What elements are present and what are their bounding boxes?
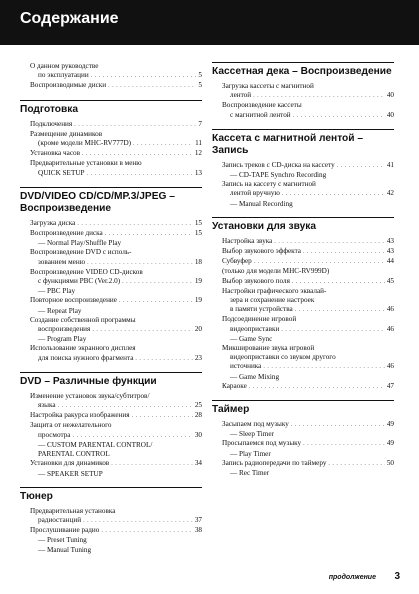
leader-dots [105, 230, 193, 239]
leader-dots [303, 248, 385, 257]
toc-entry-text: О данном руководстве [30, 62, 99, 70]
toc-entry-line [230, 362, 394, 372]
toc-entry-line [230, 91, 394, 101]
leader-dots [82, 150, 193, 159]
toc-entry-line [30, 459, 202, 469]
page-ref: 5 [198, 81, 202, 90]
toc-entry-text: для поиска нужного фрагмента [38, 353, 134, 362]
toc-entry-line [38, 277, 202, 287]
toc-entry-line [38, 431, 202, 441]
toc-entry-line [30, 526, 202, 536]
toc-entry[interactable] [30, 130, 202, 149]
leader-dots [101, 527, 192, 536]
section-title: Таймер [212, 400, 394, 416]
leader-dots [292, 278, 385, 287]
toc-entry-text: Установка часов [30, 149, 81, 158]
toc-entry[interactable] [222, 344, 394, 382]
toc-entry-text: зера и сохранение настроек [230, 296, 315, 305]
toc-entry[interactable] [30, 526, 202, 555]
left-sections [20, 100, 202, 555]
toc-entry[interactable] [222, 247, 394, 257]
toc-entry[interactable] [222, 101, 394, 120]
toc-entry-line [38, 71, 202, 81]
toc-entry-line [222, 277, 394, 287]
toc-entry-note: — Preset Tuning [38, 536, 87, 545]
toc-entry-text: Загрузка кассеты с магнитной [222, 82, 314, 90]
toc-entry[interactable] [30, 159, 202, 178]
page-ref: 19 [194, 277, 202, 286]
leader-dots [133, 140, 193, 149]
toc-entry-text: просмотра [38, 430, 71, 439]
toc-entry-line [30, 229, 202, 239]
toc-entry[interactable] [222, 277, 394, 287]
leader-dots [119, 297, 193, 306]
toc-entry[interactable] [30, 392, 202, 411]
toc-entry[interactable] [222, 315, 394, 344]
toc-entry[interactable] [222, 161, 394, 180]
toc-entry-text: Повторное воспроизведение [30, 296, 117, 305]
toc-entry-text: лентой вручную [230, 189, 280, 198]
toc-entry-text: Защита от нежелательного [30, 421, 112, 430]
toc-entry-note: — Rec Timer [230, 469, 270, 478]
toc-entry-text: зованием меню [38, 257, 86, 266]
toc-entry[interactable] [222, 382, 394, 392]
toc-entry-line [38, 516, 202, 526]
page-ref: 46 [386, 324, 394, 333]
toc-section [20, 372, 202, 479]
toc-entry-line [230, 305, 394, 315]
toc-entry-text: Запись на кассету с магнитной [222, 180, 316, 189]
page-ref: 43 [386, 247, 394, 256]
page-ref: 30 [194, 430, 202, 439]
toc-entry-line [230, 325, 394, 335]
page-footer [300, 566, 400, 584]
leader-dots [303, 440, 385, 449]
leader-dots [281, 326, 385, 335]
section-title: DVD/VIDEO CD/CD/MP.3/JPEG – Воспроизведение [20, 187, 202, 215]
toc-entry-line [30, 149, 202, 159]
toc-entry-line [222, 459, 394, 469]
toc-entry-line [30, 120, 202, 130]
leader-dots [263, 363, 384, 372]
toc-entry-text: Настройка звука [222, 236, 273, 245]
toc-entry[interactable] [30, 411, 202, 421]
page-ref: 23 [194, 353, 202, 362]
toc-entry-text: радиостанций [38, 515, 82, 524]
page-ref: 28 [194, 411, 202, 420]
page-ref: 25 [194, 401, 202, 410]
leader-dots [328, 460, 384, 469]
toc-section [212, 400, 394, 478]
toc-entry-text: Микширование звука игровой [222, 344, 315, 353]
page-ref: 38 [194, 526, 202, 535]
toc-entry[interactable] [222, 257, 394, 267]
header-rule [0, 45, 419, 48]
leader-dots [274, 238, 384, 247]
leader-dots [291, 421, 385, 430]
toc-entry-line [222, 161, 394, 171]
toc-entry-line [230, 111, 394, 121]
toc-entry-text: Запись треков с CD-диска на кассету [222, 160, 335, 169]
toc-entry-text: Воспроизведение диска [30, 229, 103, 238]
toc-entry-text: Выбор звукового поля [222, 276, 290, 285]
page-ref: 37 [194, 515, 202, 524]
toc-entry-note: — Manual Tuning [38, 545, 92, 554]
page-ref: 49 [386, 420, 394, 429]
toc-entry-line [230, 189, 394, 199]
toc-entry-text: Воспроизводимые диски [30, 81, 107, 90]
toc-entry[interactable] [222, 459, 394, 478]
toc-section [212, 217, 394, 392]
toc-entry-note: — Program Play [38, 335, 87, 344]
toc-entry-text: воспроизведения [38, 325, 91, 334]
toc-entry-line [38, 169, 202, 179]
leader-dots [92, 326, 192, 335]
toc-entry-note: — Repeat Play [38, 306, 82, 315]
toc-section [20, 487, 202, 555]
toc-entry-text: QUICK SETUP [38, 168, 85, 177]
toc-entry-text: Воспроизведение кассеты [222, 101, 302, 110]
toc-entry-text: Создание собственной программы [30, 315, 136, 324]
section-title: Кассета с магнитной лентой – Запись [212, 129, 394, 157]
toc-entry[interactable] [222, 439, 394, 458]
toc-entry-note: PARENTAL CONTROL [38, 450, 110, 459]
toc-entry-text: Засыпаем под музыку [222, 420, 289, 429]
toc-entry-note: — Manual Recording [230, 199, 293, 208]
toc-entry-line [38, 139, 202, 149]
toc-entry-text: Выбор звукового эффекта [222, 247, 301, 256]
toc-entry-text: языка [38, 401, 56, 410]
leader-dots [72, 432, 192, 441]
toc-entry-text: лентой [230, 91, 252, 100]
page-ref: 40 [386, 91, 394, 100]
toc-entry-line [38, 325, 202, 335]
toc-entry-text: Установки для динамиков [30, 459, 110, 468]
toc-entry-text: (только для модели MHC-RV999D) [222, 267, 330, 276]
leader-dots [87, 170, 193, 179]
leader-dots [135, 355, 192, 364]
toc-section [20, 187, 202, 364]
toc-entry[interactable] [222, 237, 394, 247]
page-ref: 20 [194, 325, 202, 334]
leader-dots [295, 306, 385, 315]
toc-entry-line [222, 237, 394, 247]
toc-entry-text: Подключения [30, 119, 73, 128]
page-ref: 47 [386, 381, 394, 390]
toc-entry-note: — CUSTOM PARENTAL CONTROL/ [38, 440, 153, 449]
toc-entry[interactable] [30, 459, 202, 478]
leader-dots [111, 460, 193, 469]
toc-entry-text: с функциями PBC (Ver.2.0) [38, 277, 121, 286]
leader-dots [83, 517, 193, 526]
leader-dots [132, 412, 193, 421]
toc-entry-text: Предварительная установка [30, 506, 116, 515]
toc-entry[interactable] [30, 62, 202, 81]
page-ref: 15 [194, 229, 202, 238]
leader-dots [58, 402, 193, 411]
toc-entry-note: — Game Mixing [230, 372, 280, 381]
toc-entry-line [222, 267, 394, 276]
page-ref: 50 [386, 458, 394, 467]
section-title: Подготовка [20, 100, 202, 116]
page-ref: 45 [386, 276, 394, 285]
toc-entry[interactable] [30, 120, 202, 130]
leader-dots [253, 92, 385, 101]
toc-entry-line [222, 257, 394, 267]
page-ref: 7 [198, 119, 202, 128]
toc-entry-text: видеоприставки [230, 324, 280, 333]
page-ref: 19 [194, 296, 202, 305]
toc-entry[interactable] [30, 507, 202, 526]
leader-dots [74, 121, 196, 130]
page-ref: 49 [386, 439, 394, 448]
page-ref: 43 [386, 236, 394, 245]
toc-entry-text: Караоке [222, 381, 247, 390]
section-title: DVD – Различные функции [20, 372, 202, 388]
toc-entry-note: — CD-TAPE Synchro Recording [230, 171, 327, 180]
continued-label: продолжение [328, 574, 376, 581]
toc-entry-text: в памяти устройства [230, 305, 293, 314]
toc-entry-line [38, 258, 202, 268]
toc-entry[interactable] [222, 287, 394, 316]
toc-entry-line [222, 439, 394, 449]
toc-entry-text: источника [230, 362, 262, 371]
toc-entry-text: Загрузка диска [30, 218, 76, 227]
intro-section [20, 62, 202, 92]
toc-entry-line [30, 219, 202, 229]
toc-entry-text: по эксплуатации [38, 71, 89, 80]
toc-entry-line [30, 411, 202, 421]
toc-entry[interactable] [30, 81, 202, 91]
toc-entry[interactable] [30, 316, 202, 345]
toc-entry-note: — Game Sync [230, 334, 273, 343]
toc-entry-text: Воспроизведение VIDEO CD-дисков [30, 267, 143, 276]
toc-entry-text: Подсоединение игровой [222, 315, 297, 324]
toc-entry[interactable] [30, 149, 202, 159]
toc-entry-note: — PBC Play [38, 287, 76, 296]
toc-entry-text: Воспроизведение DVD с исполь- [30, 248, 132, 257]
toc-entry-text: Запись радиопередачи по таймеру [222, 458, 327, 467]
toc-entry-text: Предварительные установки в меню [30, 159, 142, 168]
toc-entry-note: — Sleep Timer [230, 430, 274, 439]
toc-entry-line [38, 354, 202, 364]
toc-entry[interactable] [30, 344, 202, 363]
page-ref: 18 [194, 257, 202, 266]
leader-dots [282, 190, 385, 199]
toc-entry[interactable] [30, 421, 202, 459]
toc-section [212, 129, 394, 209]
toc-entry-text: Настройка ракурса изображения [30, 411, 130, 420]
leader-dots [293, 112, 385, 121]
toc-entry-note: — Normal Play/Shuffle Play [38, 239, 122, 248]
page-ref: 34 [194, 459, 202, 468]
section-title: Тюнер [20, 487, 202, 503]
toc-entry-text: Изменение установок звука/субтитров/ [30, 391, 150, 400]
toc-entry-text: Использование экранного дисплея [30, 344, 136, 353]
toc-entry[interactable] [30, 296, 202, 315]
toc-entry-line [222, 247, 394, 257]
leader-dots [249, 383, 385, 392]
leader-dots [87, 259, 193, 268]
left-column [20, 62, 202, 563]
section-title: Установки для звука [212, 217, 394, 233]
toc-section [20, 100, 202, 179]
toc-entry-text: Размещение динамиков [30, 129, 103, 138]
page-ref: 40 [386, 110, 394, 119]
toc-entry-line [30, 81, 202, 91]
right-sections [212, 62, 394, 478]
toc-entry-line [38, 401, 202, 411]
page-ref: 44 [386, 257, 394, 266]
toc-entry[interactable] [222, 180, 394, 209]
page-ref: 41 [386, 160, 394, 169]
toc-entry-note: — SPEAKER SETUP [38, 469, 103, 478]
toc-entry-text: Субвуфер [222, 257, 252, 266]
page-ref: 12 [194, 149, 202, 158]
toc-entry-text: (кроме модели MHC-RV777D) [38, 139, 132, 148]
page-ref: 46 [386, 362, 394, 371]
toc-entry[interactable] [222, 420, 394, 439]
page-number: 3 [394, 571, 400, 582]
toc-entry-text: видеоприставки со звуком другого [230, 353, 336, 362]
toc-entry-line [30, 296, 202, 306]
page-ref: 5 [198, 71, 202, 80]
toc-entry[interactable] [222, 267, 394, 276]
toc-entry-text: Просыпаемся под музыку [222, 439, 302, 448]
leader-dots [122, 278, 193, 287]
leader-dots [77, 220, 193, 229]
section-title: Кассетная дека – Воспроизведение [212, 62, 394, 78]
toc-entry[interactable] [222, 82, 394, 101]
leader-dots [108, 82, 196, 91]
toc-entry-text: Настройки графического эквалай- [222, 286, 327, 295]
page-ref: 46 [386, 305, 394, 314]
page-title: Содержание [20, 10, 119, 27]
leader-dots [91, 72, 197, 81]
toc-entry-text: с магнитной лентой [230, 110, 291, 119]
toc-entry-note: — Play Timer [230, 449, 271, 458]
toc-entry-text: Прослушивание радио [30, 526, 100, 535]
toc-entry[interactable] [30, 268, 202, 297]
leader-dots [337, 162, 385, 171]
page-ref: 15 [194, 218, 202, 227]
page-ref: 11 [195, 139, 202, 148]
leader-dots [254, 258, 385, 267]
toc-entry[interactable] [30, 248, 202, 267]
toc-entry-line [222, 382, 394, 392]
right-column [212, 62, 394, 486]
toc-entry[interactable] [30, 229, 202, 248]
toc-entry-line [222, 420, 394, 430]
toc-entry[interactable] [30, 219, 202, 229]
page-ref: 13 [194, 168, 202, 177]
page-ref: 42 [386, 189, 394, 198]
toc-section [212, 62, 394, 121]
page-header [0, 0, 419, 48]
